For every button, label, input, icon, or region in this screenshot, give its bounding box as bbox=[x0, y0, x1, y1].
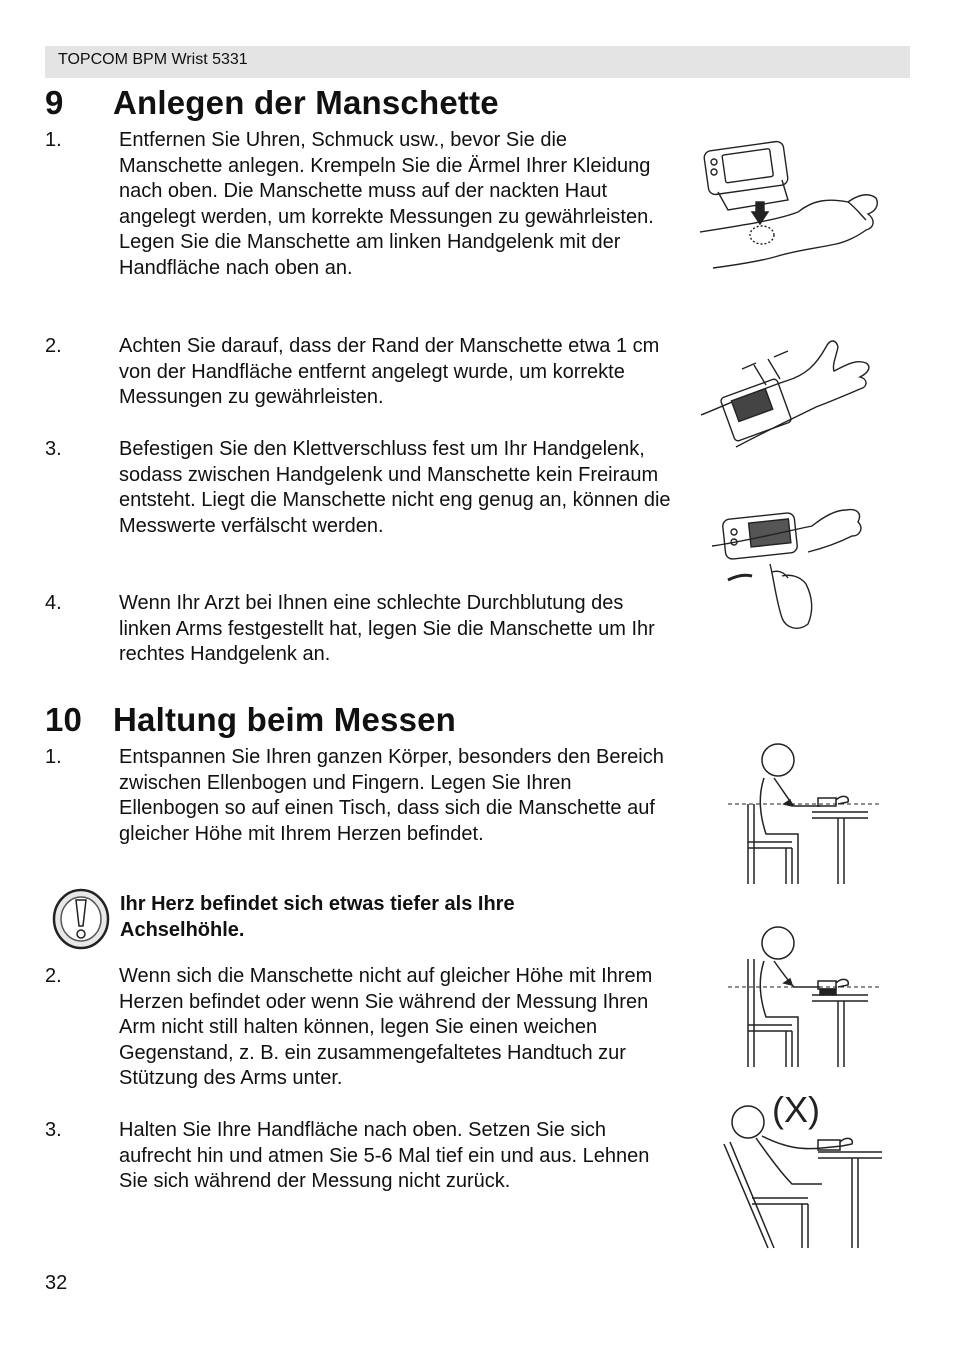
section-9-number: 9 bbox=[45, 84, 64, 121]
s9-item-3 bbox=[45, 437, 675, 539]
s10-item-1-number: 1. bbox=[45, 746, 62, 768]
s9-item-1 bbox=[45, 128, 675, 282]
s9-item-2-text: Achten Sie darauf, dass der Rand der Manschette etwa 1 cm von der Handfläche entfernt angelegt wurde, um korrekte Messungen zu gewährleisten. bbox=[119, 335, 660, 409]
s9-item-2-number: 2. bbox=[45, 335, 62, 357]
s9-item-4-number: 4. bbox=[45, 592, 62, 614]
s10-item-2-number: 2. bbox=[45, 965, 62, 987]
page-number: 32 bbox=[45, 1272, 68, 1294]
cuff-placement-illustration bbox=[698, 140, 883, 275]
s9-item-3-number: 3. bbox=[45, 438, 62, 460]
s10-item-2 bbox=[45, 964, 675, 1092]
s9-item-3-text: Befestigen Sie den Klettverschluss fest um Ihr Handgelenk, sodass zwischen Handgelenk und Manschette kein Freiraum entsteht. Liegt die Manschette nicht eng genug an, können die Messwerte verfälscht werden. bbox=[119, 438, 671, 537]
note-box bbox=[52, 888, 612, 950]
wrong-posture-illustration bbox=[722, 1088, 892, 1253]
velcro-fastening-illustration bbox=[712, 500, 872, 635]
note-text: Ihr Herz befindet sich etwas tiefer als Ihre Achselhöhle. bbox=[120, 893, 515, 941]
section-10-title: Haltung beim Messen bbox=[113, 701, 457, 738]
s10-item-2-text: Wenn sich die Manschette nicht auf gleicher Höhe mit Ihrem Herzen befindet oder wenn Sie während der Messung Ihren Arm nicht still halten können, legen Sie einen weichen Gegenstand, z. B. ein zusammengefaltetes Handtuch zur Stützung des Arms unter. bbox=[119, 965, 653, 1090]
section-10-number: 10 bbox=[45, 701, 83, 738]
s9-item-2 bbox=[45, 334, 675, 411]
s10-item-3-number: 3. bbox=[45, 1119, 62, 1141]
s10-item-1-text: Entspannen Sie Ihren ganzen Körper, besonders den Bereich zwischen Ellenbogen und Fingern. Legen Sie Ihren Ellenbogen so auf einen Tisch, dass sich die Manschette auf gleicher Höhe mit Ihrem Herzen befindet. bbox=[119, 746, 664, 845]
wrong-posture-mark: (X) bbox=[772, 1089, 820, 1130]
s10-item-1 bbox=[45, 745, 675, 847]
cuff-distance-illustration bbox=[696, 335, 876, 453]
s9-item-1-number: 1. bbox=[45, 129, 62, 151]
section-9-title: Anlegen der Manschette bbox=[113, 84, 499, 121]
s10-item-3 bbox=[45, 1118, 675, 1195]
s10-item-3-text: Halten Sie Ihre Handfläche nach oben. Setzen Sie sich aufrecht hin und atmen Sie 5-6 Mal tief ein und aus. Lehnen Sie sich während der Messung nicht zurück. bbox=[119, 1119, 650, 1193]
towel-support-posture-illustration bbox=[728, 925, 880, 1071]
header-title: TOPCOM BPM Wrist 5331 bbox=[58, 51, 248, 68]
header-bar bbox=[45, 46, 910, 78]
s9-item-4-text: Wenn Ihr Arzt bei Ihnen eine schlechte Durchblutung des linken Arms festgestellt hat, legen Sie die Manschette um Ihr rechtes Handgelenk an. bbox=[119, 592, 655, 666]
s9-item-4 bbox=[45, 591, 675, 668]
correct-posture-illustration bbox=[728, 742, 880, 888]
s9-item-1-text: Entfernen Sie Uhren, Schmuck usw., bevor Sie die Manschette anlegen. Krempeln Sie die Ärmel Ihrer Kleidung nach oben. Die Manschette muss auf der nackten Haut angelegt werden, um korrekte Messungen zu gewährleisten. Legen Sie die Manschette am linken Handgelenk mit der Handfläche nach oben an. bbox=[119, 129, 654, 279]
